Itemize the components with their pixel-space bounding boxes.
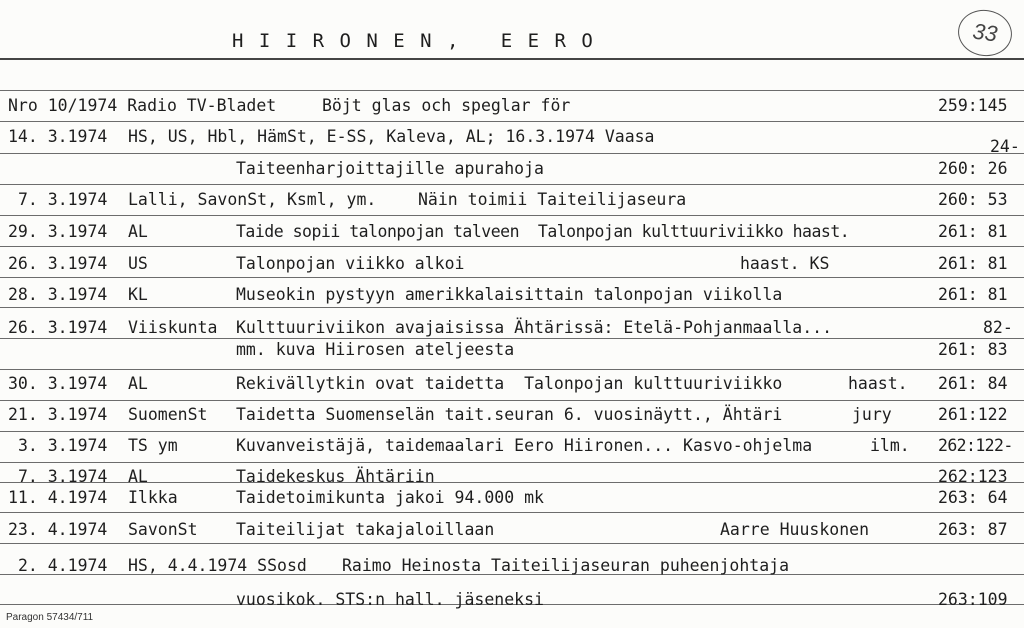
card-number-circle xyxy=(955,6,1015,59)
entry-ref: 260: 53 xyxy=(938,190,1008,209)
entry-source: TS ym xyxy=(128,436,178,455)
entry-title: Rekivällytkin ovat taidetta Talonpojan kulttuuriviikko xyxy=(236,374,783,393)
entry-date: 30. 3.1974 xyxy=(8,374,108,393)
entry-title: mm. kuva Hiirosen ateljeesta xyxy=(236,340,515,359)
rule-line xyxy=(0,512,1024,513)
rule-line xyxy=(0,543,1024,544)
entry-date: 3. 3.1974 xyxy=(18,436,108,455)
entry-source: HS, US, Hbl, HämSt, E-SS, Kaleva, AL; 16.3.1974 Vaasa xyxy=(128,127,655,146)
entry-title: Talonpojan viikko alkoi xyxy=(236,254,465,273)
rule-line xyxy=(0,462,1024,463)
entry-date: 14. 3.1974 xyxy=(8,127,108,146)
entry-date: 11. 4.1974 xyxy=(8,488,108,507)
entry-source: Ilkka xyxy=(128,488,178,507)
rule-line xyxy=(0,58,1024,60)
entry-title: Kulttuuriviikon avajaisissa Ähtärissä: Etelä-Pohjanmaalla... xyxy=(236,318,833,337)
rule-line xyxy=(0,431,1024,432)
rule-line xyxy=(0,90,1024,91)
entry-source: US xyxy=(128,254,148,273)
entry-date: 28. 3.1974 xyxy=(8,285,108,304)
entry-ref: 261: 81 xyxy=(938,285,1008,304)
entry-source: SavonSt xyxy=(128,520,198,539)
card-title: H I I R O N E N , E E R O xyxy=(232,30,595,52)
entry-source: KL xyxy=(128,285,148,304)
rule-line xyxy=(0,482,1024,483)
entry-date: 7. 3.1974 xyxy=(18,467,108,486)
entry-title: Museokin pystyyn amerikkalaisittain talonpojan viikolla xyxy=(236,285,783,304)
entry-ref: 262:122- xyxy=(938,436,1013,455)
entry-date: 29. 3.1974 xyxy=(8,222,108,241)
entry-title: Böjt glas och speglar för xyxy=(322,96,571,115)
entry-source: AL xyxy=(128,374,148,393)
entry-ref: 263:109 xyxy=(938,590,1008,609)
entry-ref: 82- xyxy=(983,318,1013,337)
entry-title: Kuvanveistäjä, taidemaalari Eero Hiironen... Kasvo-ohjelma xyxy=(236,436,813,455)
entry-title: Taide sopii talonpojan talveen Talonpojan kulttuuriviikko haast. xyxy=(236,222,850,241)
entry-date: 23. 4.1974 xyxy=(8,520,108,539)
entry-note: Aarre Huuskonen xyxy=(720,520,870,539)
entry-ref: 261: 83 xyxy=(938,340,1008,359)
entry-note: ilm. xyxy=(870,436,910,455)
entry-title: vuosikok. STS:n hall. jäseneksi xyxy=(236,590,544,609)
entry-ref: 260: 26 xyxy=(938,159,1008,178)
entry-ref: 263: 87 xyxy=(938,520,1008,539)
rule-line xyxy=(0,369,1024,370)
entry-title: Taiteenharjoittajille apurahoja xyxy=(236,159,544,178)
card-number: 33 xyxy=(971,18,999,47)
entry-title: Taidetta Suomenselän tait.seuran 6. vuosinäytt., Ähtäri xyxy=(236,405,783,424)
entry-source: Lalli, SavonSt, Ksml, ym. xyxy=(128,190,377,209)
entry-title: Taidekeskus Ähtäriin xyxy=(236,467,435,486)
entry-ref: 262:123 xyxy=(938,467,1008,486)
entry-title: Taidetoimikunta jakoi 94.000 mk xyxy=(236,488,544,507)
rule-line xyxy=(0,307,1024,308)
entry-ref: 261: 81 xyxy=(938,254,1008,273)
entry-date: 26. 3.1974 xyxy=(8,254,108,273)
rule-line xyxy=(0,338,1024,339)
entry-source: AL xyxy=(128,222,148,241)
rule-line xyxy=(0,400,1024,401)
entry-source: HS, 4.4.1974 SSosd xyxy=(128,556,307,575)
rule-line xyxy=(0,153,1024,154)
entry-source: AL xyxy=(128,467,148,486)
entry-date: 26. 3.1974 xyxy=(8,318,108,337)
entry-source: Viiskunta xyxy=(128,318,218,337)
entry-title: Taiteilijat takajaloillaan xyxy=(236,520,495,539)
rule-line xyxy=(0,246,1024,247)
entry-ref: 259:145 xyxy=(938,96,1008,115)
rule-line xyxy=(0,184,1024,185)
entry-ref: 24- xyxy=(990,137,1020,156)
entry-title: Raimo Heinosta Taiteilijaseuran puheenjohtaja xyxy=(342,556,790,575)
entry-note: haast. KS xyxy=(740,254,830,273)
rule-line xyxy=(0,277,1024,278)
entry-date: 21. 3.1974 xyxy=(8,405,108,424)
entry-date: 7. 3.1974 xyxy=(18,190,108,209)
entry-source: SuomenSt xyxy=(128,405,208,424)
rule-line xyxy=(0,121,1024,122)
entry-ref: 261: 84 xyxy=(938,374,1008,393)
entry-title: Näin toimii Taiteilijaseura xyxy=(418,190,687,209)
entry-ref: 261: 81 xyxy=(938,222,1008,241)
rule-line xyxy=(0,215,1024,216)
entry-date: 2. 4.1974 xyxy=(18,556,108,575)
card-footer: Paragon 57434/711 xyxy=(6,612,94,623)
entry-date: Nro 10/1974 Radio TV-Bladet xyxy=(8,96,277,115)
entry-note: haast. xyxy=(848,374,908,393)
entry-ref: 263: 64 xyxy=(938,488,1008,507)
entry-ref: 261:122 xyxy=(938,405,1008,424)
entry-note: jury xyxy=(852,405,892,424)
